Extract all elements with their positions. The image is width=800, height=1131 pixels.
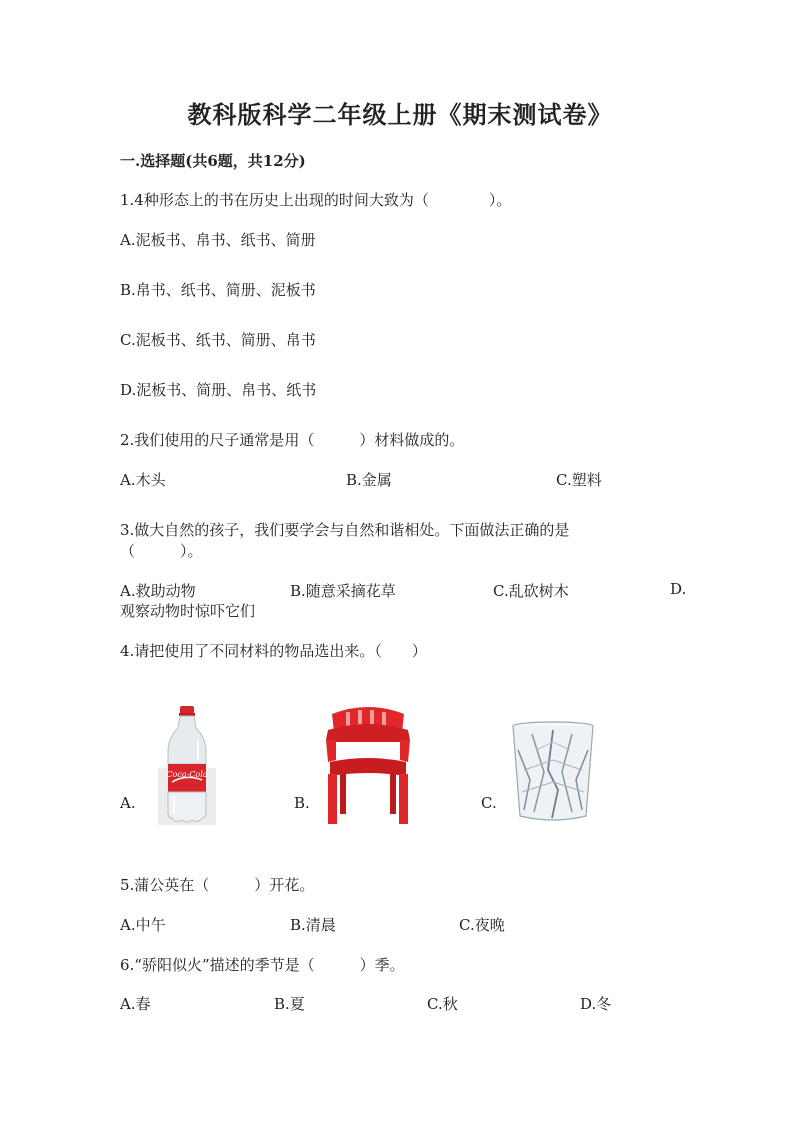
red-chair-image[interactable] bbox=[318, 700, 418, 828]
q3-option-b[interactable]: B.随意采摘花草 bbox=[290, 582, 396, 600]
cola-bottle-image[interactable] bbox=[156, 704, 218, 828]
question-6: 6.“骄阳似火”描述的季节是（ ）季。 bbox=[120, 956, 405, 974]
question-3-line2: （ ）。 bbox=[120, 542, 203, 560]
question-3: 3.做大自然的孩子，我们要学会与自然和谐相处。下面做法正确的是 bbox=[120, 521, 570, 539]
q2-option-a[interactable]: A.木头 bbox=[120, 471, 166, 489]
q5-option-a[interactable]: A.中午 bbox=[120, 916, 166, 934]
cola-logo-text: Coca-Cola bbox=[166, 770, 208, 779]
question-4: 4.请把使用了不同材料的物品选出来。（ ） bbox=[120, 642, 427, 660]
q3-option-d-text: 观察动物时惊吓它们 bbox=[120, 602, 256, 620]
q6-option-c[interactable]: C.秋 bbox=[427, 995, 458, 1013]
q1-option-d[interactable]: D.泥板书、简册、帛书、纸书 bbox=[120, 381, 317, 399]
question-5: 5.蒲公英在（ ）开花。 bbox=[120, 876, 315, 894]
q1-option-b[interactable]: B.帛书、纸书、简册、泥板书 bbox=[120, 281, 316, 299]
q2-option-c[interactable]: C.塑料 bbox=[556, 471, 602, 489]
q5-option-b[interactable]: B.清晨 bbox=[290, 916, 336, 934]
q1-option-c[interactable]: C.泥板书、纸书、简册、帛书 bbox=[120, 331, 316, 349]
q4-option-c[interactable]: C. bbox=[481, 794, 497, 812]
crystal-glass-image[interactable] bbox=[510, 720, 596, 826]
q3-option-a[interactable]: A.救助动物 bbox=[120, 582, 196, 600]
q6-option-b[interactable]: B.夏 bbox=[274, 995, 305, 1013]
question-2: 2.我们使用的尺子通常是用（ ）材料做成的。 bbox=[120, 431, 465, 449]
question-1: 1.4种形态上的书在历史上出现的时间大致为（ ）。 bbox=[120, 191, 512, 209]
q3-option-d[interactable]: D. bbox=[670, 580, 687, 598]
q4-option-a[interactable]: A. bbox=[120, 794, 136, 812]
q1-option-a[interactable]: A.泥板书、帛书、纸书、简册 bbox=[120, 231, 316, 249]
q4-option-b[interactable]: B. bbox=[294, 794, 310, 812]
q5-option-c[interactable]: C.夜晚 bbox=[459, 916, 505, 934]
section-heading: 一.选择题(共6题，共12分) bbox=[120, 152, 306, 170]
q6-option-a[interactable]: A.春 bbox=[120, 995, 151, 1013]
q6-option-d[interactable]: D.冬 bbox=[580, 995, 612, 1013]
q3-option-c[interactable]: C.乱砍树木 bbox=[493, 582, 569, 600]
page-title: 教科版科学二年级上册《期末测试卷》 bbox=[187, 100, 613, 129]
q2-option-b[interactable]: B.金属 bbox=[346, 471, 392, 489]
